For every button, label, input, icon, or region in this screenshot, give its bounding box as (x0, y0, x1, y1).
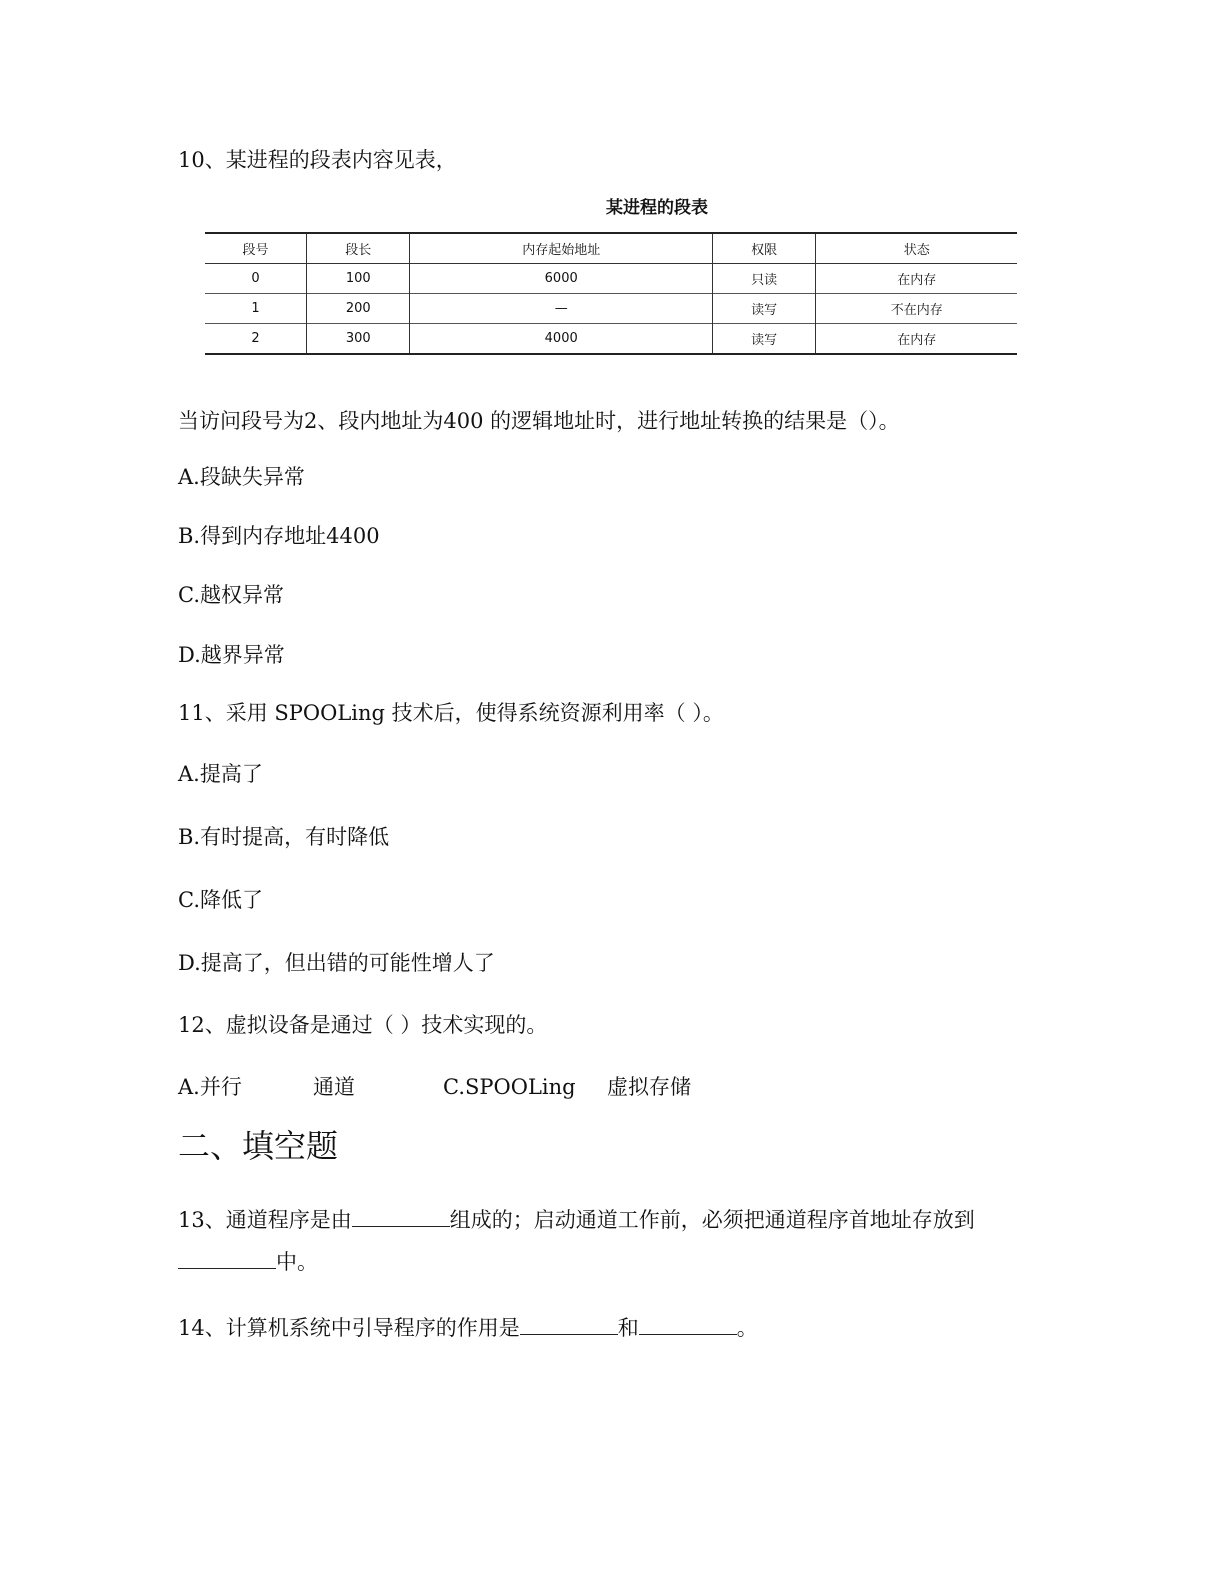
q11-option-c: C.降低了 (178, 888, 263, 912)
table-cell: 100 (307, 264, 410, 294)
blank-field[interactable] (520, 1316, 618, 1335)
q11-option-d: D.提高了，但出错的可能性增人了 (178, 951, 495, 975)
blank-field[interactable] (178, 1250, 276, 1269)
q14-text-middle: 和 (617, 1316, 639, 1340)
segment-table (205, 232, 1017, 355)
table-cell: 在内存 (816, 324, 1017, 355)
table-cell: 4000 (410, 324, 713, 355)
q10-option-d: D.越界异常 (178, 643, 285, 667)
blank-field[interactable] (352, 1208, 450, 1227)
table-header-row (205, 233, 1017, 264)
table-cell: — (410, 294, 713, 324)
q13-line2 (178, 1250, 318, 1273)
table-cell: 不在内存 (816, 294, 1017, 324)
table-row (205, 264, 1017, 294)
q14-text-end: 。 (736, 1316, 758, 1340)
q14-text-start: 14、计算机系统中引导程序的作用是 (178, 1316, 520, 1340)
q12-option-a: A.并行 (178, 1075, 242, 1099)
table-cell: 6000 (410, 264, 713, 294)
table-cell: 在内存 (816, 264, 1017, 294)
header-segment-number: 段号 (205, 233, 307, 264)
section-title: 二、填空题 (178, 1127, 339, 1165)
q13-text-start: 13、通道程序是由 (178, 1208, 352, 1232)
q11-question: 11、采用 SPOOLing 技术后，使得系统资源利用率（ ）。 (178, 701, 724, 725)
q10-question: 当访问段号为2、段内地址为400 的逻辑地址时，进行地址转换的结果是（）。 (178, 409, 900, 433)
q13-text-middle: 组成的；启动通道工作前，必须把通道程序首地址存放到 (449, 1208, 975, 1232)
table-row (205, 294, 1017, 324)
table-row (205, 324, 1017, 355)
table-cell: 200 (307, 294, 410, 324)
table-cell: 300 (307, 324, 410, 355)
blank-field[interactable] (639, 1316, 737, 1335)
table-cell: 2 (205, 324, 307, 355)
q10-option-c: C.越权异常 (178, 583, 284, 607)
table-cell: 1 (205, 294, 307, 324)
q10-option-a: A.段缺失异常 (178, 465, 305, 489)
header-segment-length: 段长 (307, 233, 410, 264)
q14-line (178, 1316, 758, 1339)
q10-title: 10、某进程的段表内容见表， (178, 148, 457, 172)
q11-option-b: B.有时提高，有时降低 (178, 825, 390, 849)
header-start-address: 内存起始地址 (410, 233, 713, 264)
q12-option-b: 通道 (313, 1075, 355, 1099)
q10-option-b: B.得到内存地址4400 (178, 524, 380, 548)
q11-option-a: A.提高了 (178, 762, 263, 786)
q13-line1 (178, 1208, 975, 1231)
table-title: 某进程的段表 (606, 198, 708, 218)
q12-option-c: C.SPOOLing (443, 1075, 576, 1099)
table-cell: 读写 (712, 324, 815, 355)
table-cell: 读写 (712, 294, 815, 324)
q12-question: 12、虚拟设备是通过（ ）技术实现的。 (178, 1013, 548, 1037)
table-cell: 只读 (712, 264, 815, 294)
q13-text-end: 中。 (276, 1250, 318, 1274)
header-permission: 权限 (712, 233, 815, 264)
header-status: 状态 (816, 233, 1017, 264)
table-cell: 0 (205, 264, 307, 294)
q12-option-d: 虚拟存储 (607, 1075, 691, 1099)
